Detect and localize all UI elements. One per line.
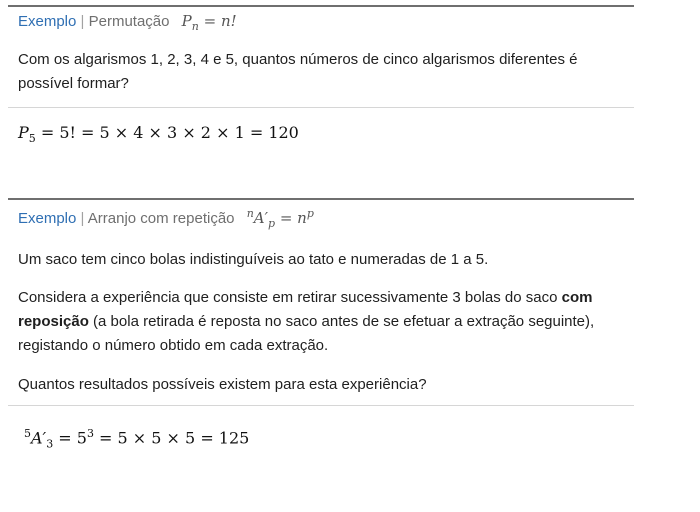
bold-com-reposicao: com reposição: [18, 289, 593, 330]
paragraph-2: Considera a experiência que consiste em retirar sucessivamente 3 bolas do saco com reposição (a bola retirada é reposta no saco antes de se efetuar a extração seguinte), registando o número obtido em cada extração.: [18, 289, 595, 354]
heading-topic: Arranjo com repetição: [87, 210, 235, 227]
section-heading-permutacao: [18, 11, 237, 37]
section-divider: [8, 198, 634, 200]
answer-formula: $P_5 = 5$! = 5 × 4 × 3 × 2 × 1 = 120: [18, 123, 299, 146]
top-divider: [8, 5, 634, 7]
heading-separator: |: [80, 210, 85, 227]
paragraph-1: Um saco tem cinco bolas indistinguíveis ao tato e numeradas de 1 a 5.: [18, 251, 489, 268]
question-text: Com os algarismos 1, 2, 3, 4 e 5, quantos números de cinco algarismos diferentes é possível formar?: [18, 51, 578, 92]
heading-formula: $P_n = n$!: [181, 12, 237, 33]
answer-formula: $^5A'_3 = 5^3 = 5 \times 5 \times 5 = 125$: [24, 427, 250, 451]
heading-separator: |: [80, 13, 85, 30]
paragraph-3: Quantos resultados possíveis existem para esta experiência?: [18, 376, 427, 393]
heading-kind: Exemplo: [18, 13, 77, 30]
heading-kind: Exemplo: [18, 210, 77, 227]
heading-formula: $^nA'_p = n^p$: [246, 207, 314, 230]
question-divider: [8, 107, 634, 108]
question-divider: [8, 405, 634, 406]
heading-topic: Permutação: [88, 13, 170, 30]
section-heading-arranjo: [18, 204, 314, 234]
